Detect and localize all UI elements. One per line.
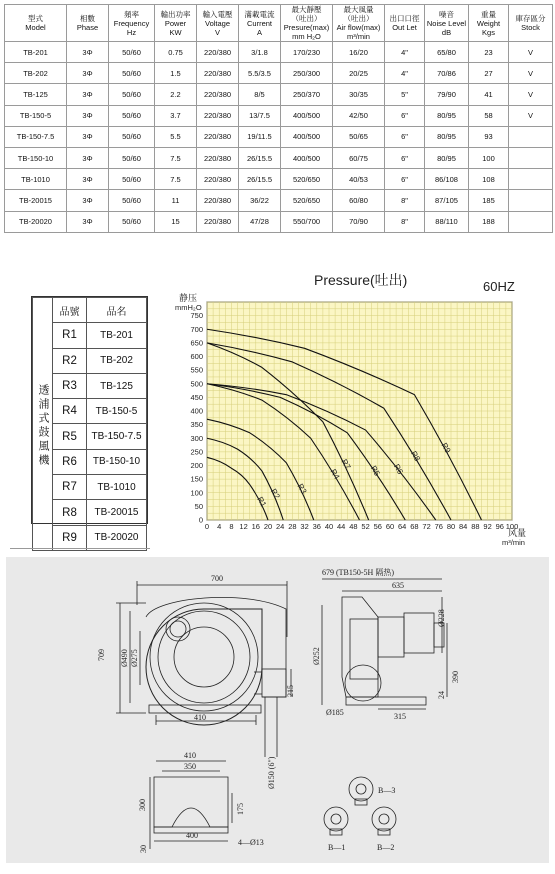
table-cell: 550/700	[281, 211, 333, 232]
table-cell: 50/60	[109, 105, 155, 126]
table-cell: 8"	[385, 211, 425, 232]
table-cell: 80/95	[425, 105, 469, 126]
table-cell: 80/95	[425, 126, 469, 147]
table-cell: 27	[469, 63, 509, 84]
table-cell: 58	[469, 105, 509, 126]
label-b3: B—3	[378, 786, 396, 795]
dim-410: 410	[194, 713, 206, 722]
dim-holes: 4—Ø13	[238, 838, 264, 847]
legend-code: R6	[53, 449, 87, 474]
x-tick-label: 76	[434, 522, 443, 531]
legend-model: TB-150-10	[87, 449, 147, 474]
spec-header-en: （吐出）	[291, 14, 322, 23]
x-tick-label: 28	[288, 522, 297, 531]
legend-code: R3	[53, 373, 87, 398]
table-cell: 520/650	[281, 190, 333, 211]
table-cell: 3.7	[155, 105, 197, 126]
table-cell: 6"	[385, 169, 425, 190]
series-label-r7: R7	[339, 457, 353, 472]
table-cell: 170/230	[281, 42, 333, 63]
table-cell: 3Φ	[67, 126, 109, 147]
table-cell: 7.5	[155, 169, 197, 190]
table-cell: TB-150-7.5	[5, 126, 67, 147]
dim-base-300: 300	[138, 799, 147, 811]
table-cell: 8"	[385, 190, 425, 211]
table-row	[5, 147, 553, 168]
spec-header-zh: 噪音	[439, 9, 454, 19]
table-cell: V	[509, 84, 553, 105]
table-cell: 87/105	[425, 190, 469, 211]
legend-code: R2	[53, 348, 87, 373]
table-cell: 3Φ	[67, 42, 109, 63]
x-tick-label: 48	[349, 522, 358, 531]
table-cell: 30/35	[333, 84, 385, 105]
table-cell: 47/28	[239, 211, 281, 232]
spec-header-cell	[509, 5, 553, 42]
legend-model: TB-150-7.5	[87, 424, 147, 449]
table-cell: 36/22	[239, 190, 281, 211]
legend-code: R8	[53, 500, 87, 525]
y-tick-label: 300	[190, 433, 203, 443]
legend-model: TB-20015	[87, 500, 147, 525]
table-cell: 400/500	[281, 126, 333, 147]
series-label-r2: R2	[268, 487, 282, 501]
y-tick-label: 500	[190, 379, 203, 389]
table-cell: 50/60	[109, 84, 155, 105]
y-tick-label: 700	[190, 324, 203, 334]
x-tick-label: 20	[263, 522, 273, 531]
table-cell: V	[509, 42, 553, 63]
spec-header-cell	[425, 5, 469, 42]
legend-model: TB-201	[87, 323, 147, 348]
x-tick-label: 32	[300, 522, 309, 531]
table-cell: 8/5	[239, 84, 281, 105]
spec-header-unit: Air flow(max)	[336, 23, 381, 32]
series-label-r5: R5	[368, 464, 382, 478]
table-cell: 0.75	[155, 42, 197, 63]
y-axis-unit: mmH₂O	[175, 303, 202, 312]
spec-header-cell	[5, 5, 67, 42]
x-tick-label: 56	[373, 522, 382, 531]
series-label-r8: R8	[409, 449, 422, 463]
legend-code: R4	[53, 399, 87, 424]
table-cell: 65/80	[425, 42, 469, 63]
x-tick-label: 68	[410, 522, 419, 531]
table-cell: 5.5/3.5	[239, 63, 281, 84]
spec-table-header	[5, 5, 553, 42]
table-cell: 3/1.8	[239, 42, 281, 63]
dim-base-30: 30	[139, 845, 148, 853]
table-cell: 50/60	[109, 190, 155, 211]
table-cell: 6"	[385, 105, 425, 126]
y-tick-label: 550	[190, 365, 203, 375]
spec-header-cell	[67, 5, 109, 42]
table-cell: 50/60	[109, 211, 155, 232]
spec-header-cell	[469, 5, 509, 42]
spec-header-en: Stock	[521, 23, 540, 32]
table-cell: V	[509, 105, 553, 126]
table-cell: 4"	[385, 42, 425, 63]
table-cell: 2.2	[155, 84, 197, 105]
x-tick-label: 4	[217, 522, 222, 531]
x-tick-label: 36	[312, 522, 321, 531]
spec-header-zh: 庫存區分	[515, 14, 546, 23]
spec-table	[4, 4, 553, 233]
spec-header-zh: 最大風量	[343, 5, 374, 14]
table-cell: TB-150-10	[5, 147, 67, 168]
x-tick-label: 12	[239, 522, 248, 531]
side-view	[322, 579, 447, 709]
table-cell: 40/53	[333, 169, 385, 190]
table-cell: TB-20015	[5, 190, 67, 211]
x-tick-label: 40	[324, 522, 334, 531]
legend-code: R9	[53, 525, 87, 550]
y-tick-label: 50	[194, 501, 203, 511]
spec-header-cell	[197, 5, 239, 42]
table-cell: 26/15.5	[239, 169, 281, 190]
series-label-r3: R3	[295, 482, 309, 496]
spec-header-cell	[333, 5, 385, 42]
table-cell: TB-201	[5, 42, 67, 63]
spec-header-cell	[239, 5, 281, 42]
legend-code: R5	[53, 424, 87, 449]
legend-head-model: 品名	[87, 298, 147, 323]
table-cell: 220/380	[197, 169, 239, 190]
table-cell: 19/11.5	[239, 126, 281, 147]
x-tick-label: 24	[276, 522, 285, 531]
legend-code: R1	[53, 323, 87, 348]
legend-model: TB-20020	[87, 525, 147, 550]
spec-header-cell	[281, 5, 333, 42]
dim-390: 390	[451, 671, 460, 683]
y-tick-label: 0	[198, 515, 203, 525]
dim-base-350: 350	[184, 762, 196, 771]
table-row	[5, 126, 553, 147]
table-row	[5, 42, 553, 63]
series-label-r9: R9	[439, 441, 453, 455]
table-cell: TB-150-5	[5, 105, 67, 126]
table-cell: 3Φ	[67, 190, 109, 211]
table-cell: 50/60	[109, 126, 155, 147]
y-tick-label: 650	[190, 338, 203, 348]
dim-d275: Ø275	[130, 649, 139, 667]
spec-header-en: Noise Level	[426, 18, 467, 28]
spec-header-cell	[109, 5, 155, 42]
table-cell: 220/380	[197, 42, 239, 63]
spec-header-zh: 輸入電壓	[202, 9, 233, 19]
x-tick-label: 44	[337, 522, 346, 531]
legend-model: TB-202	[87, 348, 147, 373]
y-tick-label: 750	[190, 311, 203, 321]
dimension-drawing	[6, 557, 549, 863]
label-b1: B—1	[328, 843, 346, 852]
table-cell: 6"	[385, 126, 425, 147]
y-tick-label: 200	[190, 461, 203, 470]
dim-d228: Ø228	[437, 609, 446, 627]
table-cell: 50/60	[109, 169, 155, 190]
table-cell	[509, 169, 553, 190]
front-view	[116, 581, 291, 757]
table-cell	[509, 126, 553, 147]
chart-plot-area	[190, 302, 518, 531]
x-tick-label: 64	[398, 522, 407, 531]
x-tick-label: 8	[229, 522, 234, 531]
x-axis-label: 风量	[508, 528, 527, 538]
table-row	[5, 190, 553, 211]
series-label-r6: R6	[391, 462, 405, 476]
spec-header-unit2: m³/min	[347, 32, 370, 41]
legend-head-code: 品號	[53, 298, 87, 323]
chart-frequency-label: 60HZ	[483, 279, 515, 294]
spec-header-unit: Hz	[126, 27, 137, 37]
spec-header-unit: Kgs	[482, 27, 495, 37]
label-b2: B—2	[377, 843, 395, 852]
legend-table	[32, 297, 147, 551]
section-divider	[10, 548, 150, 549]
x-tick-label: 84	[459, 522, 468, 531]
table-cell: 42/50	[333, 105, 385, 126]
spec-header-zh: 型式	[28, 14, 43, 23]
table-cell: 1.5	[155, 63, 197, 84]
x-tick-label: 96	[495, 522, 504, 531]
table-cell: 23	[469, 42, 509, 63]
table-cell: 108	[469, 169, 509, 190]
spec-header-zh: 輸出功率	[160, 9, 191, 19]
y-tick-label: 250	[190, 447, 203, 457]
table-cell: 220/380	[197, 147, 239, 168]
spec-header-unit2: mm H₂O	[292, 32, 321, 41]
x-tick-label: 16	[251, 522, 260, 531]
table-cell: 3Φ	[67, 63, 109, 84]
table-cell: 250/300	[281, 63, 333, 84]
table-cell: TB-125	[5, 84, 67, 105]
spec-header-en: Current	[246, 18, 272, 28]
x-tick-label: 52	[361, 522, 370, 531]
dim-base-410: 410	[184, 751, 196, 760]
spec-header-en: Model	[25, 23, 46, 32]
table-cell: 93	[469, 126, 509, 147]
table-cell: 3Φ	[67, 211, 109, 232]
pressure-chart	[160, 268, 554, 550]
dim-215: 215	[286, 685, 295, 697]
dimension-drawing-panel	[6, 557, 549, 863]
spec-header-zh: 出口口徑	[389, 14, 420, 23]
table-row	[5, 211, 553, 232]
table-cell: 70/86	[425, 63, 469, 84]
table-cell: 11	[155, 190, 197, 211]
table-cell: 70/90	[333, 211, 385, 232]
table-cell: 220/380	[197, 126, 239, 147]
table-cell: 3Φ	[67, 84, 109, 105]
table-cell: 400/500	[281, 105, 333, 126]
spec-header-zh: 最大靜壓	[291, 5, 322, 14]
table-cell: 220/380	[197, 84, 239, 105]
table-row	[5, 63, 553, 84]
table-cell: 41	[469, 84, 509, 105]
table-cell: 3Φ	[67, 169, 109, 190]
table-cell: 220/380	[197, 190, 239, 211]
dim-base-175: 175	[236, 803, 245, 815]
table-cell	[509, 211, 553, 232]
dim-d185: Ø185	[326, 708, 344, 717]
table-row	[5, 169, 553, 190]
table-cell: 3Φ	[67, 147, 109, 168]
table-cell: 88/110	[425, 211, 469, 232]
table-cell: 79/90	[425, 84, 469, 105]
legend-model: TB-150-5	[87, 399, 147, 424]
x-tick-label: 60	[385, 522, 395, 531]
spec-header-cell	[155, 5, 197, 42]
spec-header-unit: KW	[169, 27, 182, 37]
table-cell: 220/380	[197, 211, 239, 232]
spec-header-en: Phase	[76, 23, 99, 32]
table-cell: 50/60	[109, 147, 155, 168]
legend-model: TB-125	[87, 373, 147, 398]
table-cell: 5.5	[155, 126, 197, 147]
spec-header-en: （吐出）	[343, 14, 374, 23]
dim-outlet: Ø150 (6")	[267, 756, 276, 789]
dim-700: 700	[211, 574, 223, 583]
x-tick-label: 80	[446, 522, 456, 531]
table-cell: 185	[469, 190, 509, 211]
dim-709: 709	[97, 649, 106, 661]
spec-header-zh: 頻率	[124, 9, 139, 19]
spec-header-unit: V	[214, 27, 220, 37]
table-row	[5, 105, 553, 126]
x-tick-label: 72	[422, 522, 431, 531]
legend-code: R7	[53, 475, 87, 500]
table-cell: 520/650	[281, 169, 333, 190]
table-cell	[509, 190, 553, 211]
x-tick-label: 88	[471, 522, 480, 531]
table-cell: TB-1010	[5, 169, 67, 190]
legend-side-label: 透浦式鼓風機	[33, 298, 53, 551]
y-axis-label: 静压	[179, 293, 198, 303]
spec-header-zh: 滿載電流	[244, 9, 275, 19]
table-cell: 100	[469, 147, 509, 168]
table-cell: 188	[469, 211, 509, 232]
table-cell: 60/75	[333, 147, 385, 168]
spec-header-zh: 相數	[80, 14, 95, 23]
y-tick-label: 400	[190, 406, 203, 416]
model-legend	[31, 296, 148, 544]
table-cell: 13/7.5	[239, 105, 281, 126]
table-cell	[509, 147, 553, 168]
x-tick-label: 0	[204, 522, 210, 531]
dim-d490: Ø490	[120, 649, 129, 667]
spec-header-unit: dB	[441, 27, 452, 37]
table-cell: 4"	[385, 63, 425, 84]
spec-header-en: Power	[164, 18, 187, 28]
legend-model: TB-1010	[87, 475, 147, 500]
dim-315: 315	[394, 712, 406, 721]
x-tick-label: 92	[483, 522, 492, 531]
table-cell: 3Φ	[67, 105, 109, 126]
table-cell: 20/25	[333, 63, 385, 84]
dim-635: 635	[392, 581, 404, 590]
y-tick-label: 100	[190, 488, 203, 498]
chart-title: Pressure(吐出)	[314, 272, 408, 288]
table-cell: 220/380	[197, 63, 239, 84]
table-cell: V	[509, 63, 553, 84]
y-tick-label: 600	[190, 352, 203, 361]
spec-header-cell	[385, 5, 425, 42]
table-cell: 26/15.5	[239, 147, 281, 168]
table-cell: 86/108	[425, 169, 469, 190]
spec-header-unit: Presure(max)	[283, 23, 330, 32]
x-tick-label: 100	[505, 522, 519, 531]
table-cell: 16/20	[333, 42, 385, 63]
table-cell: 50/65	[333, 126, 385, 147]
series-label-r1: R1	[255, 495, 269, 509]
table-cell: 80/95	[425, 147, 469, 168]
table-cell: TB-202	[5, 63, 67, 84]
table-cell: 6"	[385, 147, 425, 168]
table-cell: 50/60	[109, 42, 155, 63]
dim-24: 24	[437, 691, 446, 699]
table-cell: 5"	[385, 84, 425, 105]
table-cell: TB-20020	[5, 211, 67, 232]
spec-header-en: Voltage	[204, 18, 231, 28]
y-tick-label: 450	[190, 392, 203, 402]
table-cell: 220/380	[197, 105, 239, 126]
spec-header-en: Out Let	[392, 23, 417, 32]
spec-header-en: Frequency	[113, 18, 150, 28]
y-tick-label: 150	[190, 474, 203, 484]
table-cell: 50/60	[109, 63, 155, 84]
table-cell: 15	[155, 211, 197, 232]
y-tick-label: 350	[190, 420, 203, 430]
table-row	[5, 84, 553, 105]
table-cell: 400/500	[281, 147, 333, 168]
table-cell: 60/80	[333, 190, 385, 211]
x-axis-unit: m³/min	[502, 538, 525, 547]
spec-header-zh: 重量	[481, 9, 496, 19]
dim-679: 679 (TB150-5H 隔热)	[322, 568, 394, 577]
spec-header-unit: A	[256, 27, 262, 37]
spec-header-en: Weight	[476, 18, 501, 28]
dim-d252: Ø252	[312, 647, 321, 665]
series-label-r4: R4	[328, 467, 342, 481]
spec-table-body	[5, 42, 553, 233]
table-cell: 250/370	[281, 84, 333, 105]
table-cell: 7.5	[155, 147, 197, 168]
dim-base-400: 400	[186, 831, 198, 840]
